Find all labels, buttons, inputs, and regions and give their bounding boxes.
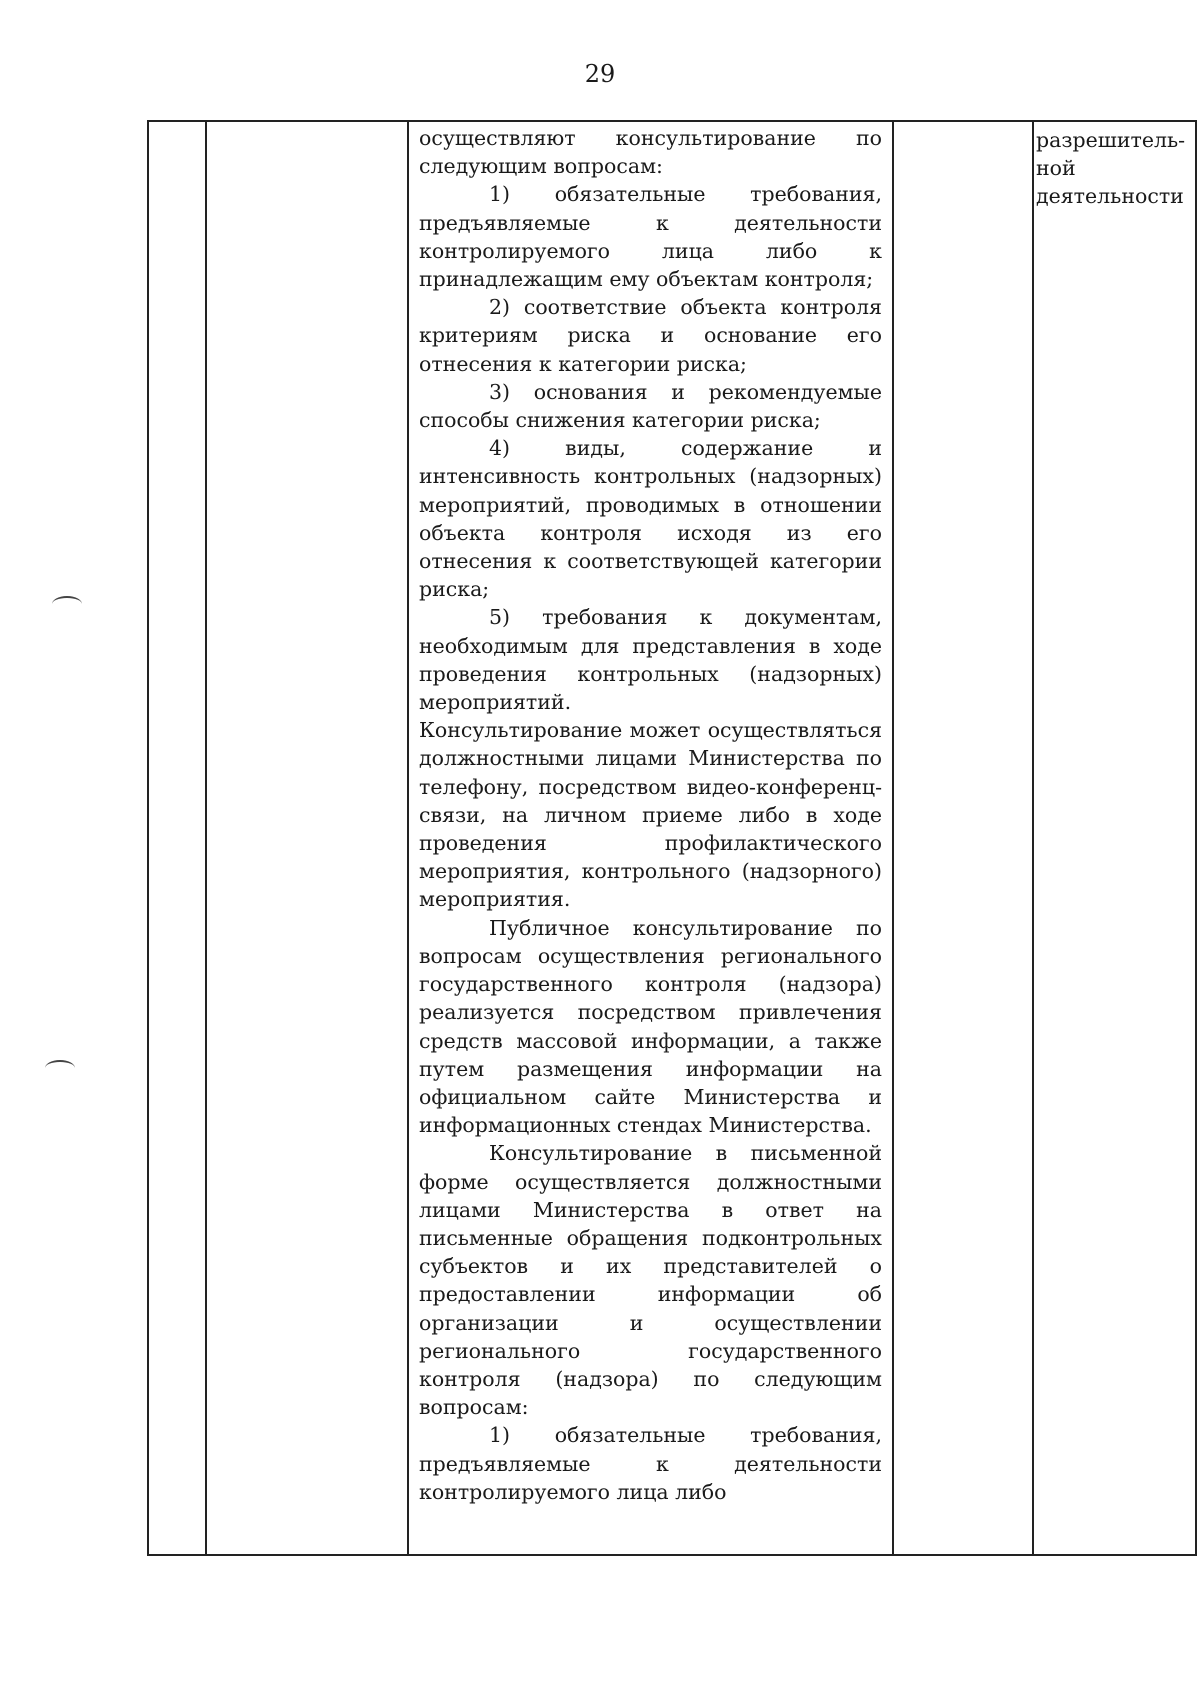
paragraph: 4) виды, содержание и интенсивность контрольных (надзорных) мероприятий, проводимых в отношении объекта контроля исходя из его отнесения к соответствующей категории риска; — [419, 436, 882, 602]
paragraph: 2) соответствие объекта контроля критериям риска и основание его отнесения к категории риска; — [419, 295, 882, 376]
paragraph: Консультирование в письменной форме осуществляется должностными лицами Министерства в ответ на письменные обращения подконтрольных субъектов и их представителей о предоставлении информации об организации и осуществлении регионального государственного контроля (надзора) по следующим вопросам: — [419, 1141, 882, 1420]
cell-responsible — [1033, 121, 1196, 1555]
cell-name — [206, 121, 408, 1555]
paragraph: 1) обязательные требования, предъявляемые к деятельности контролируемого лица либо — [419, 1423, 882, 1504]
cell-period — [893, 121, 1033, 1555]
table-row — [148, 121, 1196, 1555]
right-column-text: разрешитель- ной деятельности — [1036, 128, 1186, 209]
paragraph: 5) требования к документам, необходимым для представления в ходе проведения контрольных (надзорных) мероприятий. — [419, 605, 882, 715]
document-table — [147, 120, 1197, 1556]
cell-description — [408, 121, 893, 1555]
paragraph: осуществляют консультирование по следующим вопросам: — [419, 126, 882, 179]
binding-mark — [45, 1060, 75, 1076]
paragraph: Публичное консультирование по вопросам осуществления регионального государственного контроля (надзора) реализуется посредством привлечения средств массовой информации, а также путем размещения информации на официальном сайте Министерства и информационных стендах Министерства. — [419, 915, 882, 1138]
cell-number — [148, 121, 206, 1555]
description-text — [419, 124, 882, 1506]
page-number: 29 — [584, 60, 616, 88]
paragraph: Консультирование может осуществляться должностными лицами Министерства по телефону, посредством видео-конференц-связи, на личном приеме либо в ходе проведения профилактического мероприятия, контрольного (надзорного) мероприятия. — [419, 718, 882, 912]
paragraph: 1) обязательные требования, предъявляемые к деятельности контролируемого лица либо к принадлежащим ему объектам контроля; — [419, 182, 882, 292]
paragraph: 3) основания и рекомендуемые способы снижения категории риска; — [419, 379, 882, 433]
binding-mark — [52, 596, 82, 612]
